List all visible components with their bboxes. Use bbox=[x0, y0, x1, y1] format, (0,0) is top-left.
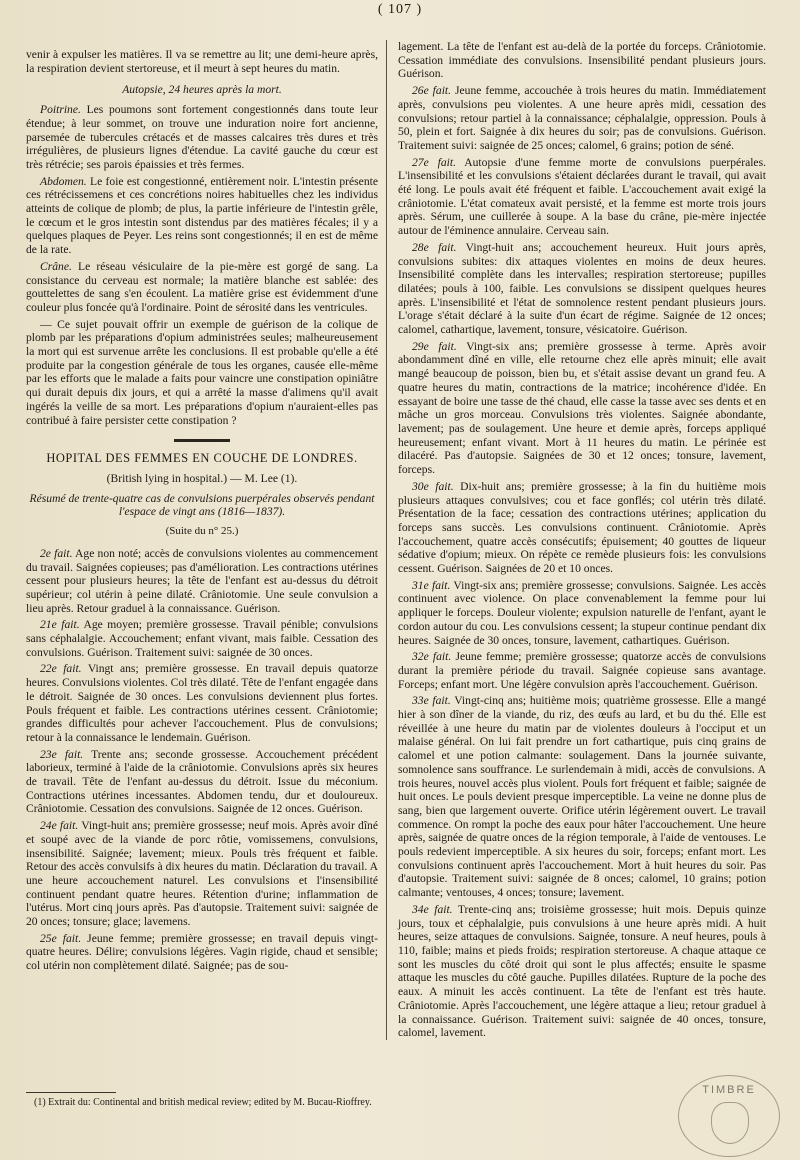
section-label: Crâne. bbox=[40, 259, 72, 273]
case-label: 26e fait. bbox=[412, 84, 452, 98]
hospital-heading: HOPITAL DES FEMMES EN COUCHE DE LONDRES. bbox=[46, 451, 358, 466]
case-paragraph: 23e fait. Trente ans; seconde grossesse. Accouchement précédent laborieux, terminé à l'aide de la crâniotomie. Convulsions après six heures de travail. Tête de l'enfant au-dessus du détroit. Issue du méconium. Contractions utérines incessantes. Abdomen tendu, dur et douloureux. Crâniotomie. Cessation des convulsions. Saignée de 12 onces. Guérison. bbox=[26, 747, 378, 816]
case-paragraph: 26e fait. Jeune femme, accouchée à trois heures du matin. Immédiatement après, convulsions peu violentes. A une heure après midi, cessation des convulsions; retour partiel à la connaissance; céphalalgie, oppression. Pouls à 50, plein et fort. Saignée à dix heures du soir; pas de convulsions. Guérison. Traitement suivi: saignée de 25 onces; calomel, 6 grains; potion de séné. bbox=[398, 84, 766, 152]
resume-title: Résumé de trente-quatre cas de convulsions puerpérales observés pendant l'espace de vingt ans (1816—1837). bbox=[29, 491, 375, 519]
case-label: 34e fait. bbox=[412, 902, 453, 916]
case-label: 24e fait. bbox=[40, 819, 79, 833]
case-paragraph: 22e fait. Vingt ans; première grossesse. En travail depuis quatorze heures. Convulsions violentes. Col très dilaté. Tête de l'enfant engagée dans le détroit. Saignée de 30 onces. Les convulsions deviennent plus fortes. Pouls fréquent et faible. Les contractions utérines cessent. Crâniotomie; grandes difficultés pour achever l'accouchement. Plus de convulsions; retour à la connaissance le lendemain. Guérison. bbox=[26, 662, 378, 744]
case-paragraph: 27e fait. Autopsie d'une femme morte de convulsions puerpérales. L'insensibilité et les convulsions s'étaient déclarées durant le travail, qui avait été long. Le pouls avait été fréquent et faible. L'accouchement avait exigé la crâniotomie. L'état comateux avait persisté, et la femme est morte trois jours après. Sérum, une cuillerée à soupe. A la base du crâne, pie-mère injectée autour de l'éminence annulaire. Cerveau sain. bbox=[398, 155, 766, 238]
case-label: 31e fait. bbox=[412, 578, 451, 592]
case-label: 28e fait. bbox=[412, 240, 457, 254]
column-divider bbox=[386, 40, 387, 1040]
case-label: 23e fait. bbox=[40, 747, 84, 761]
case-label: 2e fait. bbox=[40, 546, 73, 560]
footnote-rule bbox=[26, 1092, 116, 1093]
case-paragraph: 2e fait. Age non noté; accès de convulsions violentes au commencement du travail. Saignées copieuses; pas d'amélioration. Les contractions utérines cessent pour plusieurs heures; la tête de l'enfant est au-dessus du détroit supérieur; col utérin à peine dilaté. Crâniotomie. Une seule convulsion a lieu après. Retour graduel à la connaissance. Guérison. bbox=[26, 546, 378, 615]
paragraph-poitrine: Poitrine. Les poumons sont fortement congestionnés dans toute leur étendue; à leur sommet, on trouve une induration noire fort ancienne, parsemée de tubercules crétacés et de masses calcaires très dures et très irrégulières, de plusieurs lignes d'étendue. La cavité gauche du cœur est très rétrécie; ses parois épaissies et très fermes. bbox=[26, 103, 378, 171]
footnote bbox=[26, 1092, 378, 1112]
paragraph: venir à expulser les matières. Il va se remettre au lit; une demi-heure après, la respiration devient stertoreuse, et il meurt à sept heures du matin. bbox=[26, 48, 378, 75]
case-paragraph: 21e fait. Age moyen; première grossesse. Travail pénible; convulsions sans céphalalgie. Accouchement; enfant vivant, mais faible. Cessation des convulsions. Guérison. Traitement suivi: saignée de 30 onces. bbox=[26, 618, 378, 659]
footnote-text: (1) Extrait du: Continental and british medical review; edited by M. Bucau-Rioffrey. bbox=[34, 1097, 372, 1108]
tax-stamp-icon bbox=[678, 1075, 780, 1157]
case-label: 27e fait. bbox=[412, 155, 456, 169]
case-label: 22e fait. bbox=[40, 662, 82, 676]
case-paragraph: 31e fait. Vingt-six ans; première grossesse; convulsions. Saignée. Les accès continuent avec violence. On place convenablement la femme pour lui appliquer le forceps. Douleur violente; expulsion naturelle de l'enfant, ayant le cordon autour du cou. Les convulsions cessent; la stupeur continue pendant dix heures. Saignée de 30 onces, tonsure, lavement, cathartiques. Guérison. bbox=[398, 578, 766, 647]
case-paragraph: 25e fait. Jeune femme; première grossesse; en travail depuis vingt-quatre heures. Délire; convulsions légères. Vagin rigide, chaud et sensible; col utérin non complètement dilaté. Saignée; pas de sou- bbox=[26, 931, 378, 973]
section-rule bbox=[174, 439, 230, 442]
paragraph-crane: Crâne. Le réseau vésiculaire de la pie-mère est gorgé de sang. La consistance du cerveau est normale; la matière blanche est sablée: des gouttelettes de sang s'en écoulent. La matière grise est évidemment d'une couleur plus foncée qu'à l'ordinaire. Point de sérosité dans les ventricules. bbox=[26, 259, 378, 314]
stamp-label: TIMBRE bbox=[702, 1084, 756, 1096]
case-label: 30e fait. bbox=[412, 479, 454, 493]
case-paragraph: 34e fait. Trente-cinq ans; troisième grossesse; huit mois. Depuis quinze jours, toux et céphalalgie, puis convulsions à une heure après midi. A huit heures, seize attaques de convulsions. Saignée, tonsure. A neuf heures, pouls à 110, faible; mains et pieds froids; respiration stertoreuse. A chaque attaque ce sont les muscles du côté droit qui sont le plus affectés; ensuite le spasme attaque les muscles du côté gauche. Pupilles dilatées. Rupture de la poche des eaux. A minuit les accès continuent. La tête de l'enfant est très haute. Crâniotomie. Après l'accouchement, une légère attaque a lieu; retour graduel à la connaissance. Guérison. Traitement suivi: saignée de 40 onces, tonsure, calomel, lavement. bbox=[398, 902, 766, 1040]
section-label: Abdomen. bbox=[40, 174, 87, 188]
case-label: 32e fait. bbox=[412, 650, 452, 664]
case-label: 33e fait. bbox=[412, 694, 451, 708]
case-paragraph: 30e fait. Dix-huit ans; première grossesse; à la fin du huitième mois plusieurs attaques convulsives; cou et face gonflés; col utérin très dilaté. Présentation de la face; cessation des contractions utérines; application du forceps sans succès. Les convulsions continuent. Crâniotomie. Après l'accouchement, quatre accès consécutifs; épuisement; 40 gouttes de liqueur sédative d'opium; mieux. On répète ce remède plusieurs fois: les convulsions cessent. Guérison. Saignées de 20 et 10 onces. bbox=[398, 479, 766, 576]
case-paragraph: 28e fait. Vingt-huit ans; accouchement heureux. Huit jours après, convulsions subites: dix attaques violentes en moins de deux heures. Insensibilité complète dans les intervalles; respiration stertoreuse; pupilles dilatées; pouls à 100, faible. Les convulsions se dissipent quelques heures après. L'insensibilité et l'état de somnolence restent pendant plusieurs jours. L'orage s'était déclaré à la suite d'un écart de régime. Saignée de 12 onces; calomel, cathartique, lavement, tonsure, vésicatoire. Guérison. bbox=[398, 240, 766, 337]
case-label: 29e fait. bbox=[412, 339, 457, 353]
section-label: Poitrine. bbox=[40, 103, 81, 117]
page-number: ( 107 ) bbox=[377, 2, 423, 17]
left-column bbox=[26, 48, 378, 976]
case-paragraph: 29e fait. Vingt-six ans; première grossesse à terme. Après avoir abondamment dîné en ville, elle retourne chez elle après minuit; elle avait mangé beaucoup de poisson, bien bu, et s'était assise devant un grand feu. A quatre heures du matin, contractions de la matrice; incohérence d'idée. En essayant de boire une tasse de thé chaud, elle casse la tasse avec ses dents et en mâche un gros morceau. Convulsions très violentes. Saignée abondante, lavement; pas de soulagement. Une heure et demie après, forceps appliqué heureusement; enfant vivant. Mort à 11 heures du matin. Le périnée est dilacéré. Pas d'autopsie. Saignées de 30 et 12 onces; tonsure, lavement, forceps. bbox=[398, 339, 766, 477]
paragraph-commentary: — Ce sujet pouvait offrir un exemple de guérison de la colique de plomb par les préparations d'opium administrées seules; malheureusement la mort qui est survenue arrête les conclusions. Il est probable qu'elle a été produite par la congestion générale de tous les organes, causée elle-même par les efforts que le malade a faits pour vaincre une constipation opiniâtre qui durait depuis dix jours, et qui a arrêté la masse d'alimens qu'il avait ingérés la veille de sa mort. Les préparations d'opium n'auraient-elles pas contribué à faire persister cette constipation ? bbox=[26, 317, 378, 427]
case-paragraph: 24e fait. Vingt-huit ans; première grossesse; neuf mois. Après avoir dîné et soupé avec de la viande de porc rôtie, vomissemens, convulsions, insensibilité. Saignée; lavement; mieux. Pouls très fréquent et faible. Retour des accès convulsifs à dix heures du matin. Déclaration du travail. A une heure accouchement naturel. Les convulsions et l'insensibilité continuent pendant quatre heures. Rétention d'urine; inflammation de l'utérus. Mort cinq jours après. Pas d'autopsie. Traitement suivi: saignée de 20 onces; tonsure; glace; lavemens. bbox=[26, 819, 379, 929]
hospital-subheading: (British lying in hospital.) — M. Lee (1). bbox=[106, 471, 298, 485]
case-label: 25e fait. bbox=[40, 931, 82, 945]
stamp-emblem-icon bbox=[711, 1102, 749, 1144]
right-column bbox=[398, 40, 766, 1043]
case-paragraph: 32e fait. Jeune femme; première grossesse; quatorze accès de convulsions durant la première période du travail. Saignée copieuse sans avantage. Forceps; enfant mort. Une légère convulsion après l'accouchement. Guérison. bbox=[398, 650, 767, 691]
autopsy-title: Autopsie, 24 heures après la mort. bbox=[122, 83, 282, 97]
case-label: 21e fait. bbox=[40, 618, 80, 632]
suite-note: (Suite du n° 25.) bbox=[165, 525, 239, 538]
paragraph-abdomen: Abdomen. Le foie est congestionné, entièrement noir. L'intestin présente ces rétrécissemens et ces concrétions noires habituelles chez les individus atteints de colique de plomb; de plus, la partie inférieure de l'intestin grêle, le cœcum et le gros intestin sont distendus par des matières fécales; il y a quelques plaques de Peyer. Les reins sont congestionnés; il en est de même de la rate. bbox=[26, 174, 378, 257]
case-paragraph: 33e fait. Vingt-cinq ans; huitième mois; quatrième grossesse. Elle a mangé hier à son dîner de la viande, du riz, des œufs au lard, et bu du thé. Elle est réveillée à une heure du matin par de violentes douleurs à l'occiput et un malaise général. On lui fait prendre un fort cathartique, puis cinq grains de calomel et une potion calmante: soulagement. Dans la journée suivante, somnolence sans souffrance. Le surlendemain à midi, accès de convulsions. A trois heures, nouvel accès plus violent. Pouls fort fréquent et faible; saignée de huit onces. Le pouls devient presque imperceptible. La veine ne donne plus de sang, bien que largement ouverte. Orifice utérin légèrement ouvert. Le travail commence. On rompt la poche des eaux pour hâter l'accouchement. Une heure après, saignée de quatre onces de la région temporale, à l'aide de ventouses. Le pouls redevient imperceptible. A six heures du soir, forceps; enfant mort. Les convulsions continuent après l'accouchement. Mort à huit heures du soir. Pas d'autopsie. Traitement suivi: saignée de 8 onces; calomel, 10 grains; potion calmante; ventouses, 4 onces; tonsure; lavement. bbox=[398, 694, 766, 900]
paragraph: lagement. La tête de l'enfant est au-delà de la portée du forceps. Crâniotomie. Cessation immédiate des convulsions. Insensibilité pendant plusieurs jours. Guérison. bbox=[398, 40, 766, 81]
